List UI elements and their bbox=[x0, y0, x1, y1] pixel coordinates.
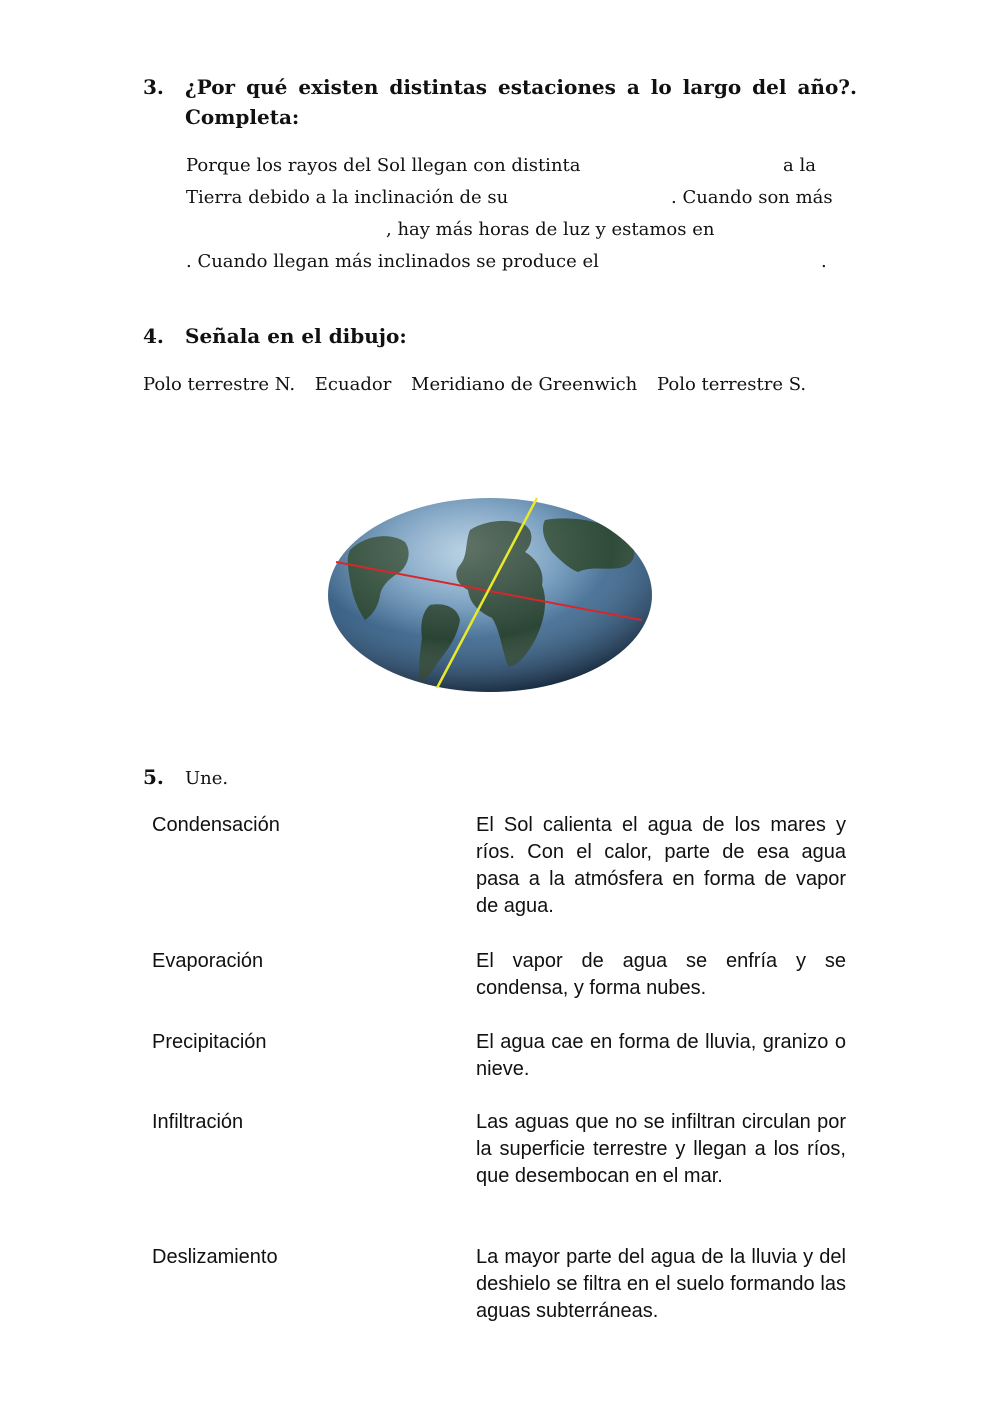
q3-line3: , hay más horas de luz y estamos en bbox=[386, 219, 715, 240]
q4-label-list bbox=[143, 370, 820, 400]
definition-1[interactable]: El Sol calienta el agua de los mares y ríos. Con el calor, parte de esa agua pasa a la atmósfera en forma de vapor de agua. bbox=[476, 814, 846, 917]
question-3-title bbox=[143, 72, 858, 102]
definition-5[interactable]: La mayor parte del agua de la lluvia y del deshielo se filtra en el suelo formando las aguas subterráneas. bbox=[476, 1246, 846, 1322]
q3-line4-a: . Cuando llegan más inclinados se produce el bbox=[186, 251, 599, 272]
term-deslizamiento[interactable]: Deslizamiento bbox=[152, 1246, 278, 1268]
term-precipitacion[interactable]: Precipitación bbox=[152, 1031, 267, 1053]
question-4-number: 4. bbox=[143, 324, 164, 348]
q3-line4-b: . bbox=[821, 251, 827, 272]
q3-line1-a: Porque los rayos del Sol llegan con distinta bbox=[186, 155, 581, 176]
term-condensacion[interactable]: Condensación bbox=[152, 814, 280, 836]
label-greenwich-meridian: Meridiano de Greenwich bbox=[411, 374, 638, 395]
question-5-number: 5. bbox=[143, 765, 164, 789]
definition-4[interactable]: Las aguas que no se infiltran circulan por la superficie terrestre y llegan a los ríos, que desembocan en el mar. bbox=[476, 1111, 846, 1187]
label-north-pole: Polo terrestre N. bbox=[143, 374, 296, 395]
globe-shading bbox=[328, 498, 652, 692]
q3-line2-b: . Cuando son más bbox=[671, 187, 833, 208]
q3-line2-a: Tierra debido a la inclinación de su bbox=[186, 187, 509, 208]
question-5-title bbox=[143, 762, 228, 794]
definition-2[interactable]: El vapor de agua se enfría y se condensa, y forma nubes. bbox=[476, 950, 846, 999]
definition-3[interactable]: El agua cae en forma de lluvia, granizo o nieve. bbox=[476, 1031, 846, 1080]
question-4-title bbox=[143, 321, 407, 351]
label-equator: Ecuador bbox=[314, 374, 392, 395]
earth-globe-image bbox=[320, 490, 660, 700]
question-3-title-line1: ¿Por qué existen distintas estaciones a lo largo del año?. bbox=[185, 75, 857, 99]
label-south-pole: Polo terrestre S. bbox=[657, 374, 807, 395]
question-5-title-text: Une. bbox=[185, 768, 229, 789]
question-3-title-line2: Completa: bbox=[185, 105, 300, 129]
term-evaporacion[interactable]: Evaporación bbox=[152, 950, 264, 972]
term-infiltracion[interactable]: Infiltración bbox=[152, 1111, 244, 1133]
question-4-title-text: Señala en el dibujo: bbox=[185, 324, 407, 348]
question-3-number: 3. bbox=[143, 75, 164, 99]
q3-line1-b: a la bbox=[783, 155, 816, 176]
